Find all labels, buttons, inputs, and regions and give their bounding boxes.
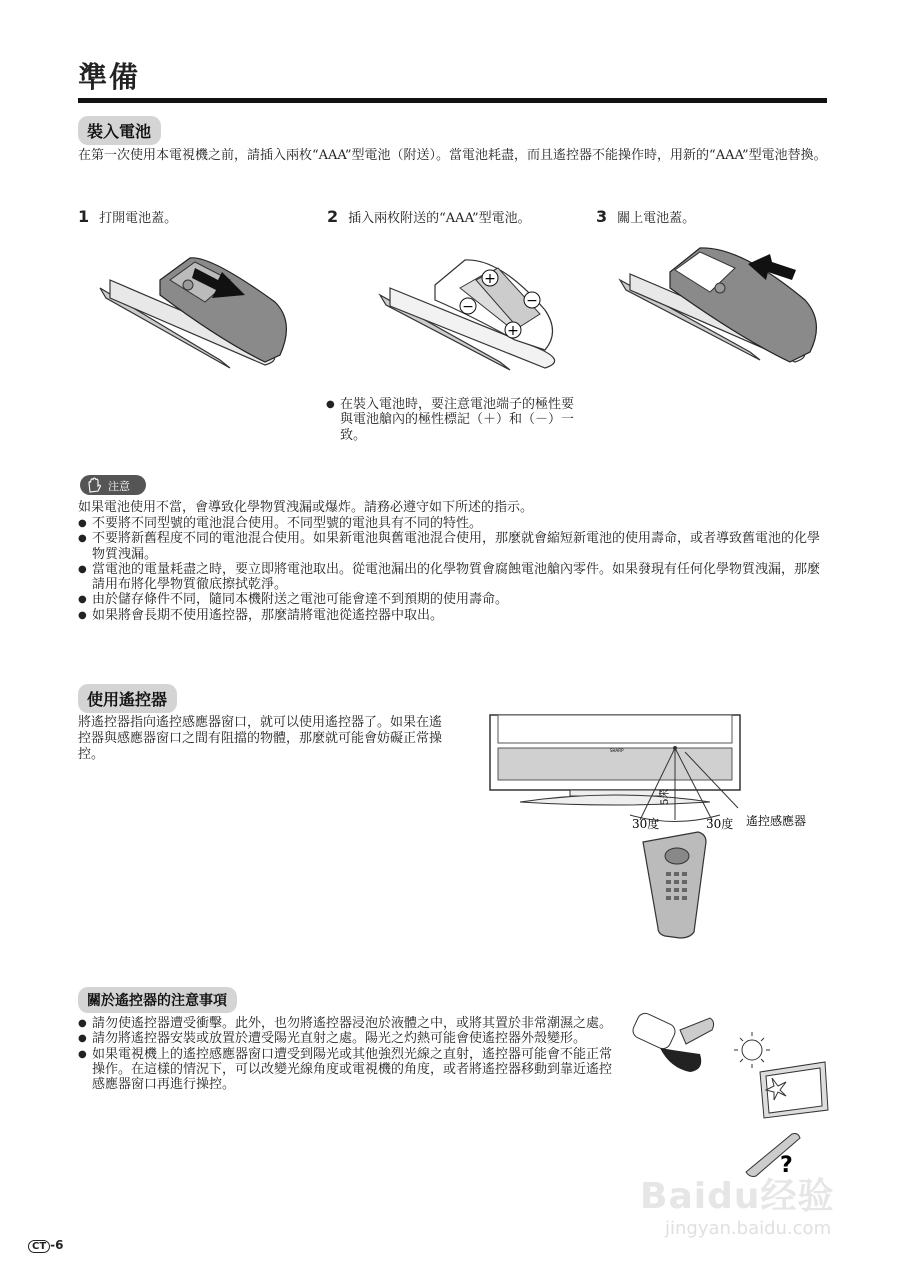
step-number: 1 — [78, 207, 90, 226]
caution-item: ● 如果將會長期不使用遙控器，那麼請將電池從遙控器中取出。 — [78, 608, 830, 623]
remote-close-cover-illustration — [620, 240, 830, 370]
caution-item: ● 不要將不同型號的電池混合使用。不同型號的電池具有不同的特性。 — [78, 516, 830, 531]
precaution-item: ● 請勿將遙控器安裝或放置於遭受陽光直射之處。陽光之灼熱可能會使遙控器外殼變形。 — [78, 1031, 618, 1046]
step-text: 關上電池蓋。 — [617, 211, 696, 226]
caution-intro: 如果電池使用不當，會導致化學物質洩漏或爆炸。請務必遵守如下所述的指示。 — [78, 500, 534, 515]
battery-intro: 在第一次使用本電視機之前，請插入兩枚“AAA”型電池（附送）。當電池耗盡，而且遙控器不能操作時，用新的“AAA”型電池替換。 — [78, 148, 827, 163]
polarity-minus-right: − — [526, 293, 538, 309]
footer-page-number: -6 — [50, 1238, 64, 1252]
sensor-label: 遙控感應器 — [746, 814, 807, 828]
tv-remote-sensor-diagram — [480, 710, 830, 945]
step-number: 2 — [327, 207, 339, 226]
angle-left-label: 30度 — [632, 817, 660, 831]
watermark-logo: Baidu经验 — [640, 1176, 835, 1217]
caution-badge — [80, 475, 146, 495]
polarity-plus-bottom: + — [507, 323, 519, 339]
remote-insert-batteries-illustration — [380, 240, 570, 370]
precautions-illustration — [630, 1010, 840, 1180]
usage-text: 將遙控器指向遙控感應器窗口，就可以使用遙控器了。如果在遙控器與感應器窗口之間有阻擋的物體，那麼就可能會妨礙正常操控。 — [78, 715, 443, 762]
polarity-minus-left: − — [462, 299, 474, 315]
hand-icon — [86, 477, 102, 493]
tv-brand-label: SHARP — [610, 748, 624, 753]
step-3 — [596, 207, 695, 226]
step-1 — [78, 207, 177, 226]
section-heading-usage: 使用遙控器 — [78, 684, 177, 713]
step-text: 打開電池蓋。 — [99, 211, 178, 226]
remote-open-cover-illustration — [100, 240, 290, 370]
sun-icon — [734, 1032, 770, 1068]
polarity-note — [326, 397, 578, 443]
step-number: 3 — [596, 207, 608, 226]
caution-list — [78, 516, 830, 623]
section-heading-precautions: 關於遙控器的注意事項 — [78, 987, 237, 1013]
polarity-note-text: ● 在裝入電池時，要注意電池端子的極性要與電池艙內的極性標記（＋）和（－）一致。 — [326, 397, 578, 443]
section-heading-battery: 裝入電池 — [78, 116, 161, 145]
caution-item: ● 不要將新舊程度不同的電池混合使用。如果新電池與舊電池混合使用，那麼就會縮短新電池的使用壽命，或者導致舊電池的化學物質洩漏。 — [78, 531, 830, 562]
step-text: 插入兩枚附送的“AAA”型電池。 — [348, 211, 531, 226]
page-footer — [28, 1238, 64, 1253]
caution-item: ● 當電池的電量耗盡之時，要立即將電池取出。從電池漏出的化學物質會腐蝕電池艙內零件。如果發現有任何化學物質洩漏，那麼請用布將化學物質徹底擦拭乾淨。 — [78, 562, 830, 593]
angle-right-label: 30度 — [706, 817, 734, 831]
caution-item: ● 由於儲存條件不同，隨同本機附送之電池可能會達不到預期的使用壽命。 — [78, 592, 830, 607]
polarity-plus-top: + — [484, 271, 496, 287]
tv-sunlight-icon — [760, 1062, 828, 1118]
step-2 — [327, 207, 531, 226]
remote-control-icon — [643, 832, 706, 938]
precaution-item: ● 如果電視機上的遙控感應器窗口遭受到陽光或其他強烈光線之直射，遙控器可能會不能正常操作。在這樣的情況下，可以改變光線角度或電視機的角度，或者將遙控器移動到靠近遙控感應器窗口再進行操控。 — [78, 1047, 618, 1093]
watermark-url: jingyan.baidu.com — [665, 1218, 832, 1239]
distance-label: 5米 — [660, 788, 671, 805]
precaution-item: ● 請勿使遙控器遭受衝擊。此外，也勿將遙控器浸泡於液體之中，或將其置於非常潮濕之處。 — [78, 1016, 618, 1031]
liquid-spill-icon — [630, 1011, 713, 1072]
title-rule — [78, 98, 827, 103]
footer-badge: CT — [28, 1240, 50, 1253]
precaution-list — [78, 1016, 618, 1092]
caution-label: 注意 — [108, 480, 130, 493]
page-title: 準備 — [78, 60, 141, 94]
question-mark: ? — [780, 1153, 793, 1178]
